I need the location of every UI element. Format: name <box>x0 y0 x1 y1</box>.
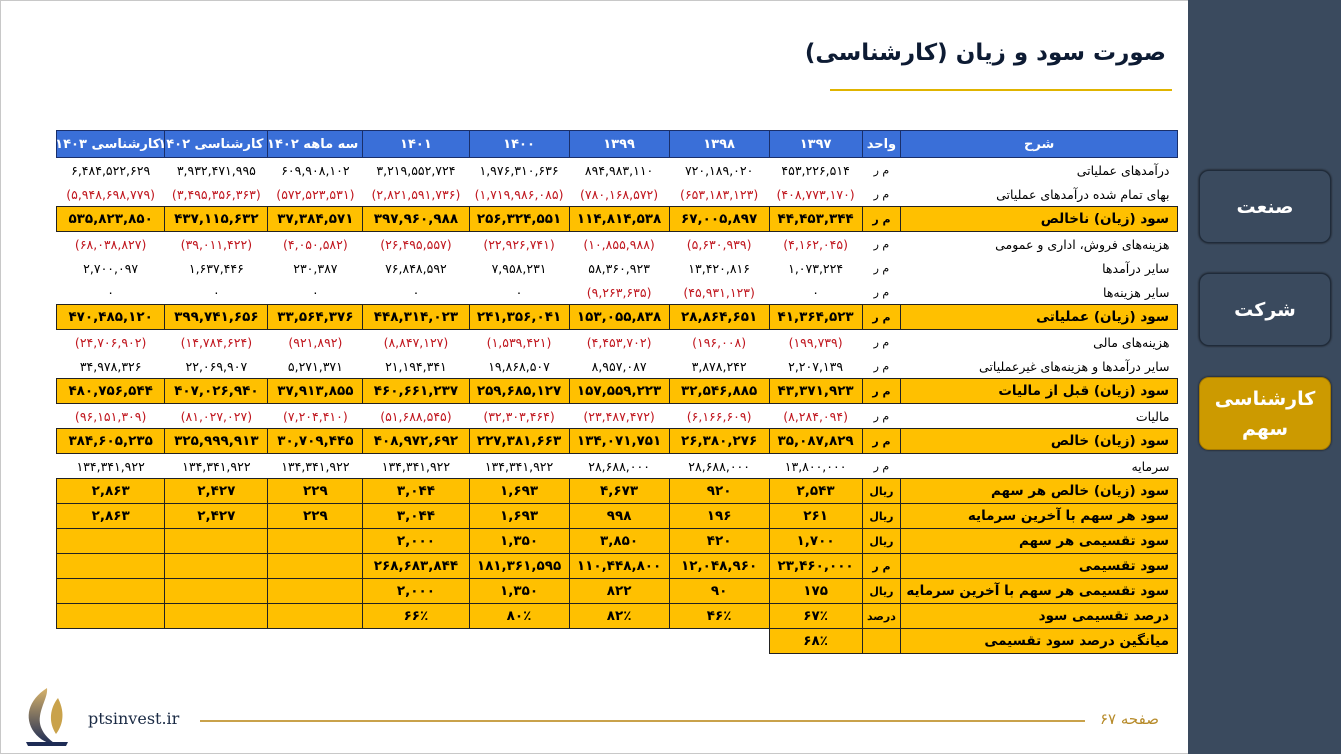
table-row <box>57 479 1178 504</box>
row-unit: م ر <box>862 554 901 579</box>
row-value: ۴۴۸,۳۱۴,۰۲۳ <box>363 305 469 330</box>
row-value: ۲۵۶,۳۲۴,۵۵۱ <box>469 207 569 232</box>
row-value: ۶۰۹,۹۰۸,۱۰۲ <box>281 162 350 178</box>
row-value: ۱۱۰,۴۴۸,۸۰۰ <box>569 554 669 579</box>
row-value: (۵۱,۶۸۸,۵۴۵) <box>380 408 452 424</box>
row-description: سود تقسیمی هر سهم <box>901 529 1178 554</box>
row-value: (۹,۲۶۳,۶۳۵) <box>586 284 652 300</box>
row-value: ۱۹۶ <box>669 504 769 529</box>
row-value: ۲۲,۰۶۹,۹۰۷ <box>185 358 248 374</box>
row-description: سود (زیان) خالص <box>901 429 1178 454</box>
row-value: ۱۵۳,۰۵۵,۸۳۸ <box>569 305 669 330</box>
row-value <box>57 554 165 579</box>
row-value: ۲,۸۶۳ <box>57 479 165 504</box>
row-unit: م ر <box>873 261 890 275</box>
row-value: ۷۲۰,۱۸۹,۰۲۰ <box>684 162 754 178</box>
row-value: ۴۰۷,۰۲۶,۹۴۰ <box>165 379 268 404</box>
row-value: (۱,۵۳۹,۴۲۱) <box>486 334 552 350</box>
row-unit: ریال <box>862 504 901 529</box>
row-value: ۳۰,۷۰۹,۴۴۵ <box>268 429 363 454</box>
row-description: سود (زیان) عملیاتی <box>901 305 1178 330</box>
footer-line <box>200 720 1085 722</box>
row-value: (۸,۲۸۴,۰۹۴) <box>783 408 848 424</box>
row-value <box>469 629 569 654</box>
row-value: ۴۵۳,۲۲۶,۵۱۴ <box>781 162 850 178</box>
row-value: ۱,۶۹۳ <box>469 479 569 504</box>
row-value: ۲۱,۱۹۴,۳۴۱ <box>385 358 447 374</box>
row-value: (۸,۸۴۷,۱۲۷) <box>383 334 449 350</box>
row-description: میانگین درصد سود تقسیمی <box>901 629 1178 654</box>
row-value: ۳۷,۹۱۳,۸۵۵ <box>268 379 363 404</box>
row-value: ۲,۰۰۰ <box>363 579 469 604</box>
row-value <box>268 629 363 654</box>
row-value: ۳۷,۳۸۴,۵۷۱ <box>268 207 363 232</box>
row-value: ۰ <box>515 284 523 300</box>
row-value: ۰ <box>812 284 819 300</box>
row-description: سایر درآمدها <box>1102 260 1170 276</box>
row-unit: م ر <box>873 285 890 299</box>
header-year: ۱۳۹۸ <box>669 131 769 158</box>
row-value: ۴۴,۴۵۳,۳۴۴ <box>769 207 862 232</box>
row-description: هزینه‌های مالی <box>1093 334 1170 350</box>
row-value <box>57 629 165 654</box>
row-unit: ریال <box>862 529 901 554</box>
row-value: ۵۳۵,۸۲۳,۸۵۰ <box>57 207 165 232</box>
row-value: ۶,۴۸۴,۵۲۲,۶۲۹ <box>71 162 151 178</box>
row-value: (۵۷۲,۵۲۳,۵۳۱) <box>276 186 355 202</box>
row-value: ۱,۳۵۰ <box>469 529 569 554</box>
title-underline <box>830 89 1172 91</box>
row-value: (۸۱,۰۲۷,۰۲۷) <box>180 408 253 424</box>
row-value <box>268 554 363 579</box>
table-row <box>57 256 1178 280</box>
nav-company-button[interactable]: شرکت <box>1199 273 1331 346</box>
row-value: ۱,۰۷۳,۲۲۴ <box>788 260 844 276</box>
row-value: (۱۰,۸۵۵,۹۸۸) <box>583 236 655 252</box>
row-value: ۷,۹۵۸,۲۳۱ <box>491 260 547 276</box>
row-value: (۴۵,۹۳۱,۱۲۳) <box>683 284 755 300</box>
row-value <box>165 554 268 579</box>
row-value: ۳,۰۴۴ <box>363 504 469 529</box>
table-row <box>57 379 1178 404</box>
row-value: ۴۱,۳۶۴,۵۲۳ <box>769 305 862 330</box>
row-value: ۳۸۴,۶۰۵,۲۳۵ <box>57 429 165 454</box>
row-value: ۳,۸۷۸,۲۴۲ <box>691 358 747 374</box>
row-value: ۲۶,۳۸۰,۲۷۶ <box>669 429 769 454</box>
row-value: ۱۲,۰۴۸,۹۶۰ <box>669 554 769 579</box>
row-value: (۲,۸۲۱,۵۹۱,۷۳۶) <box>371 186 461 202</box>
income-statement-table <box>56 130 1178 654</box>
row-value: ۵۸,۳۶۰,۹۲۳ <box>588 260 650 276</box>
row-unit: م ر <box>862 379 901 404</box>
row-value: ۱,۳۵۰ <box>469 579 569 604</box>
row-unit: م ر <box>873 237 890 251</box>
row-unit: ریال <box>862 579 901 604</box>
row-value: ۹۰ <box>669 579 769 604</box>
row-value: (۹۶,۱۵۱,۳۰۹) <box>74 408 147 424</box>
row-value: ۸۲٪ <box>569 604 669 629</box>
row-value: ۶۷٪ <box>769 604 862 629</box>
row-value: (۳۹,۰۱۱,۴۲۲) <box>180 236 253 252</box>
row-value: (۷,۲۰۴,۴۱۰) <box>283 408 348 424</box>
row-value: ۴۸۰,۷۵۶,۵۴۴ <box>57 379 165 404</box>
row-unit: م ر <box>873 335 890 349</box>
table-row <box>57 158 1178 183</box>
row-value: (۶,۱۶۶,۶۰۹) <box>686 408 752 424</box>
row-value <box>165 579 268 604</box>
row-value: ۴۶۰,۶۶۱,۲۳۷ <box>363 379 469 404</box>
row-value: ۲۸,۶۸۸,۰۰۰ <box>688 458 750 474</box>
row-value: ۱۳۴,۳۴۱,۹۲۲ <box>381 458 451 474</box>
row-description: سود تقسیمی هر سهم با آخرین سرمایه <box>901 579 1178 604</box>
row-description: مالیات <box>1135 408 1170 424</box>
row-unit: م ر <box>873 459 890 473</box>
row-value: ۳۹۷,۹۶۰,۹۸۸ <box>363 207 469 232</box>
row-value: ۵,۲۷۱,۳۷۱ <box>287 358 343 374</box>
row-value: ۰ <box>212 284 220 300</box>
row-value: ۲۲۹ <box>268 504 363 529</box>
row-value: ۲۶۱ <box>769 504 862 529</box>
row-value: ۱,۶۹۳ <box>469 504 569 529</box>
row-value: ۲۸,۸۶۴,۶۵۱ <box>669 305 769 330</box>
company-logo-icon <box>18 686 76 748</box>
row-value: ۲,۸۶۳ <box>57 504 165 529</box>
row-unit: م ر <box>873 187 890 201</box>
row-value: ۱۸۱,۳۶۱,۵۹۵ <box>469 554 569 579</box>
header-year: ۱۳۹۷ <box>769 131 862 158</box>
row-value <box>363 629 469 654</box>
row-value: ۱۳,۴۲۰,۸۱۶ <box>688 260 750 276</box>
row-value: (۱۹۹,۷۳۹) <box>788 334 843 350</box>
row-value: ۲۴۱,۳۵۶,۰۴۱ <box>469 305 569 330</box>
row-value: (۳۲,۳۰۳,۴۶۴) <box>483 408 555 424</box>
row-value: ۰ <box>412 284 420 300</box>
row-unit: درصد <box>862 604 901 629</box>
row-value: (۷۸۰,۱۶۸,۵۷۲) <box>580 186 659 202</box>
row-value <box>57 529 165 554</box>
row-value: ۲,۴۲۷ <box>165 504 268 529</box>
row-value: (۲۶,۴۹۵,۵۵۷) <box>380 236 452 252</box>
row-value: (۴,۰۵۰,۵۸۲) <box>283 236 348 252</box>
row-value <box>165 604 268 629</box>
row-value: ۰ <box>107 284 114 300</box>
row-description: بهای تمام شده درآمدهای عملیاتی <box>996 186 1170 202</box>
row-value: (۴,۴۵۳,۷۰۲) <box>586 334 652 350</box>
nav-industry-button[interactable]: صنعت <box>1199 170 1331 243</box>
row-value: ۲,۵۴۳ <box>769 479 862 504</box>
row-value: ۸۹۴,۹۸۳,۱۱۰ <box>584 162 654 178</box>
row-value: ۲۳,۴۶۰,۰۰۰ <box>769 554 862 579</box>
table-row <box>57 354 1178 379</box>
row-value: (۲۴,۷۰۶,۹۰۲) <box>74 334 147 350</box>
row-value: (۵,۹۴۸,۶۹۸,۷۷۹) <box>66 186 156 202</box>
row-description: سایر هزینه‌ها <box>1103 284 1170 300</box>
row-description: درصد تقسیمی سود <box>901 604 1178 629</box>
table-row <box>57 554 1178 579</box>
row-value: (۶۵۳,۱۸۳,۱۲۳) <box>680 186 759 202</box>
row-value: ۹۲۰ <box>669 479 769 504</box>
row-value: (۹۲۱,۸۹۲) <box>288 334 343 350</box>
website-link[interactable]: ptsinvest.ir <box>88 709 180 728</box>
row-value: ۱۳۴,۳۴۱,۹۲۲ <box>76 458 145 474</box>
row-description: درآمدهای عملیاتی <box>1076 162 1170 178</box>
row-unit: م ر <box>873 409 890 423</box>
table-row <box>57 280 1178 305</box>
row-value <box>57 579 165 604</box>
row-unit: ریال <box>862 479 901 504</box>
row-description: سود (زیان) ناخالص <box>901 207 1178 232</box>
row-value <box>268 579 363 604</box>
row-value: ۱۳۴,۳۴۱,۹۲۲ <box>182 458 251 474</box>
row-description: سایر درآمدها و هزینه‌های غیرعملیاتی <box>979 358 1170 374</box>
row-value: (۲۳,۴۸۷,۴۷۲) <box>583 408 655 424</box>
row-unit: م ر <box>862 305 901 330</box>
nav-valuation-button[interactable]: کارشناسی سهم <box>1199 377 1331 450</box>
row-description: سود تقسیمی <box>901 554 1178 579</box>
row-unit <box>862 629 901 654</box>
row-value: ۱,۶۳۷,۴۴۶ <box>188 260 244 276</box>
row-description: سود هر سهم با آخرین سرمایه <box>901 504 1178 529</box>
row-value: ۱۷۵ <box>769 579 862 604</box>
row-value: ۱۳۴,۳۴۱,۹۲۲ <box>281 458 350 474</box>
row-value: ۶۸٪ <box>769 629 862 654</box>
row-unit: م ر <box>873 163 890 177</box>
row-value: ۸۰٪ <box>469 604 569 629</box>
row-value: (۱,۷۱۹,۹۸۶,۰۸۵) <box>474 186 564 202</box>
row-value: ۲۲۹ <box>268 479 363 504</box>
row-description: سود (زیان) قبل از مالیات <box>901 379 1178 404</box>
row-value: ۶۷,۰۰۵,۸۹۷ <box>669 207 769 232</box>
header-year: سه ماهه ۱۴۰۲ <box>268 131 363 158</box>
table-row <box>57 604 1178 629</box>
table-header-row <box>57 131 1178 158</box>
row-value <box>268 529 363 554</box>
row-value <box>57 604 165 629</box>
table-row <box>57 305 1178 330</box>
row-value: ۲,۰۰۰ <box>363 529 469 554</box>
row-value: ۴۷۰,۴۸۵,۱۲۰ <box>57 305 165 330</box>
table-row <box>57 454 1178 479</box>
row-value <box>569 629 669 654</box>
row-value: ۳,۰۴۴ <box>363 479 469 504</box>
row-value: ۷۶,۸۴۸,۵۹۲ <box>385 260 447 276</box>
row-value: ۲۳۰,۳۸۷ <box>293 260 338 276</box>
row-unit: م ر <box>873 359 890 373</box>
row-value: ۳۳,۵۶۴,۳۷۶ <box>268 305 363 330</box>
table-row <box>57 504 1178 529</box>
header-year: ۱۴۰۰ <box>469 131 569 158</box>
row-value: ۲۸,۶۸۸,۰۰۰ <box>588 458 650 474</box>
row-value: ۲,۴۲۷ <box>165 479 268 504</box>
table-row <box>57 207 1178 232</box>
row-value: ۱۱۴,۸۱۴,۵۳۸ <box>569 207 669 232</box>
row-value: ۳۲,۵۴۶,۸۸۵ <box>669 379 769 404</box>
row-value <box>165 529 268 554</box>
table-row <box>57 529 1178 554</box>
row-value: ۲,۲۰۷,۱۳۹ <box>788 358 844 374</box>
row-value: ۲۵۹,۶۸۵,۱۲۷ <box>469 379 569 404</box>
table-row <box>57 330 1178 355</box>
row-value: ۰ <box>312 284 319 300</box>
row-value: ۱,۷۰۰ <box>769 529 862 554</box>
row-value: ۲۲۷,۳۸۱,۶۶۳ <box>469 429 569 454</box>
row-value <box>165 629 268 654</box>
row-unit: م ر <box>862 207 901 232</box>
table-row <box>57 429 1178 454</box>
header-unit: واحد <box>862 131 901 158</box>
row-value: ۱۵۷,۵۵۹,۲۲۳ <box>569 379 669 404</box>
row-value: ۳,۹۳۲,۴۷۱,۹۹۵ <box>176 162 256 178</box>
row-value: ۲۶۸,۶۸۳,۸۴۴ <box>363 554 469 579</box>
row-value: ۴۰۸,۹۷۲,۶۹۲ <box>363 429 469 454</box>
row-value: ۱,۹۷۶,۳۱۰,۶۳۶ <box>479 162 559 178</box>
table-row <box>57 232 1178 257</box>
row-value: ۴,۶۷۳ <box>569 479 669 504</box>
row-value <box>669 629 769 654</box>
header-description: شرح <box>901 131 1178 158</box>
row-value: ۳۵,۰۸۷,۸۲۹ <box>769 429 862 454</box>
row-unit: م ر <box>862 429 901 454</box>
header-year: کارشناسی ۱۴۰۳ <box>57 131 165 158</box>
row-value: ۸,۹۵۷,۰۸۷ <box>591 358 647 374</box>
row-value: (۳,۴۹۵,۳۵۶,۳۶۳) <box>171 186 261 202</box>
row-value: ۴۳,۳۷۱,۹۲۳ <box>769 379 862 404</box>
header-year: کارشناسی ۱۴۰۲ <box>165 131 268 158</box>
table-body <box>57 158 1178 654</box>
row-value: ۳,۲۱۹,۵۵۲,۷۲۴ <box>376 162 456 178</box>
row-value: ۶۶٪ <box>363 604 469 629</box>
row-value <box>268 604 363 629</box>
table-row <box>57 182 1178 207</box>
row-value: ۴۲۰ <box>669 529 769 554</box>
page-number: صفحه ۶۷ <box>1100 710 1159 728</box>
table-row <box>57 629 1178 654</box>
header-year: ۱۴۰۱ <box>363 131 469 158</box>
row-value: ۹۹۸ <box>569 504 669 529</box>
row-value: ۴۳۷,۱۱۵,۶۳۲ <box>165 207 268 232</box>
row-value: ۳۴,۹۷۸,۳۲۶ <box>79 358 142 374</box>
row-description: سرمایه <box>1131 458 1170 474</box>
page-title: صورت سود و زیان (کارشناسی) <box>804 40 1166 66</box>
row-description: سود (زیان) خالص هر سهم <box>901 479 1178 504</box>
row-value: ۳۹۹,۷۴۱,۶۵۶ <box>165 305 268 330</box>
row-value: (۱۴,۷۸۴,۶۲۴) <box>180 334 253 350</box>
table-row <box>57 404 1178 429</box>
row-value: (۲۲,۹۲۶,۷۴۱) <box>483 236 555 252</box>
header-year: ۱۳۹۹ <box>569 131 669 158</box>
row-value: ۳,۸۵۰ <box>569 529 669 554</box>
row-value: (۴۰۸,۷۷۳,۱۷۰) <box>776 186 855 202</box>
row-value: ۲,۷۰۰,۰۹۷ <box>83 260 139 276</box>
row-description: هزینه‌های فروش، اداری و عمومی <box>995 236 1170 252</box>
row-value: (۴,۱۶۲,۰۴۵) <box>783 236 848 252</box>
row-value: ۸۲۲ <box>569 579 669 604</box>
row-value: (۶۸,۰۳۸,۸۲۷) <box>74 236 147 252</box>
row-value: ۱۳,۸۰۰,۰۰۰ <box>784 458 847 474</box>
row-value: (۵,۶۳۰,۹۳۹) <box>686 236 752 252</box>
row-value: ۳۲۵,۹۹۹,۹۱۳ <box>165 429 268 454</box>
row-value: ۱۹,۸۶۸,۵۰۷ <box>488 358 550 374</box>
row-value: (۱۹۶,۰۰۸) <box>692 334 747 350</box>
row-value: ۱۳۴,۳۴۱,۹۲۲ <box>484 458 554 474</box>
row-value: ۴۶٪ <box>669 604 769 629</box>
table-row <box>57 579 1178 604</box>
row-value: ۱۳۴,۰۷۱,۷۵۱ <box>569 429 669 454</box>
